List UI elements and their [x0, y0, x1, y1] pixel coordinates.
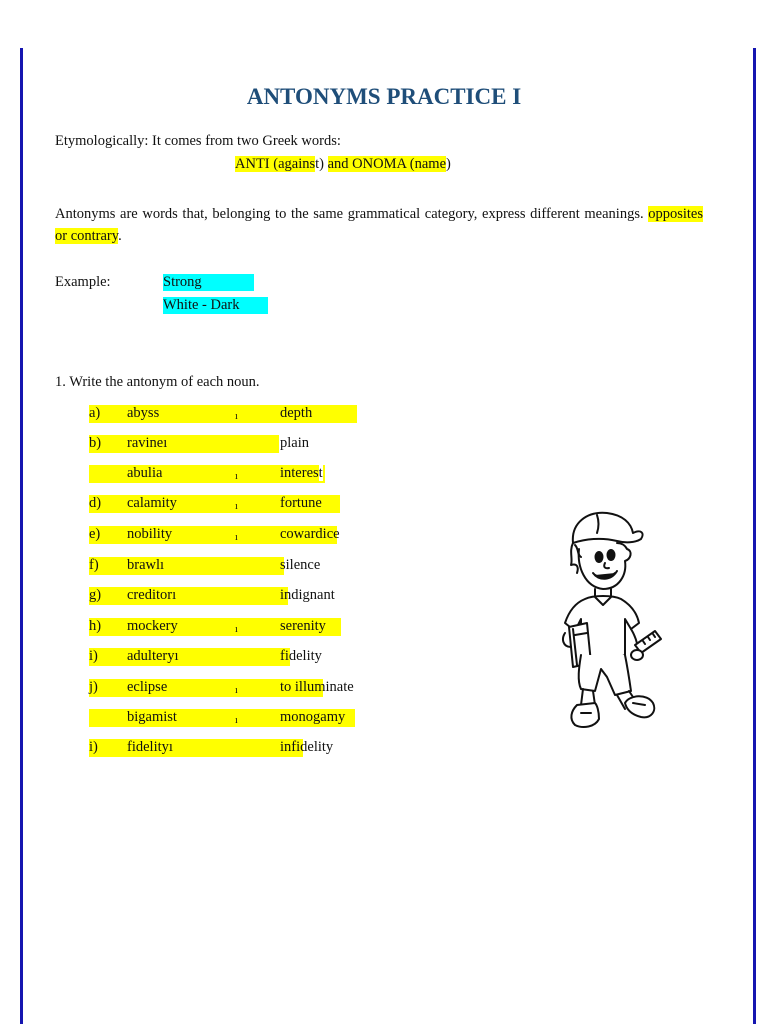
example-label: Example:: [55, 274, 111, 290]
etymology-line: Etymologically: It comes from two Greek words:: [55, 133, 341, 149]
answer: to illuminate: [280, 679, 354, 695]
etymology-words: ANTI (against) and ONOMA (name): [235, 156, 451, 172]
answer: fidelity: [280, 648, 322, 664]
answer: depth: [280, 405, 313, 421]
definition-paragraph: Antonyms are words that, belonging to the same grammatical category, express different meanings. opposites or contrary.: [55, 206, 704, 244]
answer: infidelity: [280, 739, 334, 755]
etymology-onoma: and ONOMA (name: [327, 156, 447, 172]
definition-highlight: opposites or contrary: [55, 206, 704, 244]
answer: silence: [280, 557, 321, 573]
answer: monogamy: [280, 709, 346, 725]
example-item-1: Strong: [163, 274, 254, 291]
page-border-left: [20, 48, 23, 1024]
answer: serenity: [280, 618, 326, 634]
boy-walking-with-book-clipart: [555, 505, 670, 737]
answer: cowardice: [280, 526, 340, 542]
exercise-instruction: 1. Write the antonym of each noun.: [55, 374, 260, 390]
answer: indignant: [280, 587, 335, 603]
page-border-right: [753, 48, 756, 1024]
example-item-2: White - Dark: [163, 297, 268, 314]
answer: interest: [280, 465, 323, 481]
answer: fortune: [280, 495, 322, 511]
answer: plain: [280, 435, 309, 451]
page-title: ANTONYMS PRACTICE I: [246, 84, 522, 109]
etymology-anti: ANTI (agains: [235, 156, 316, 172]
